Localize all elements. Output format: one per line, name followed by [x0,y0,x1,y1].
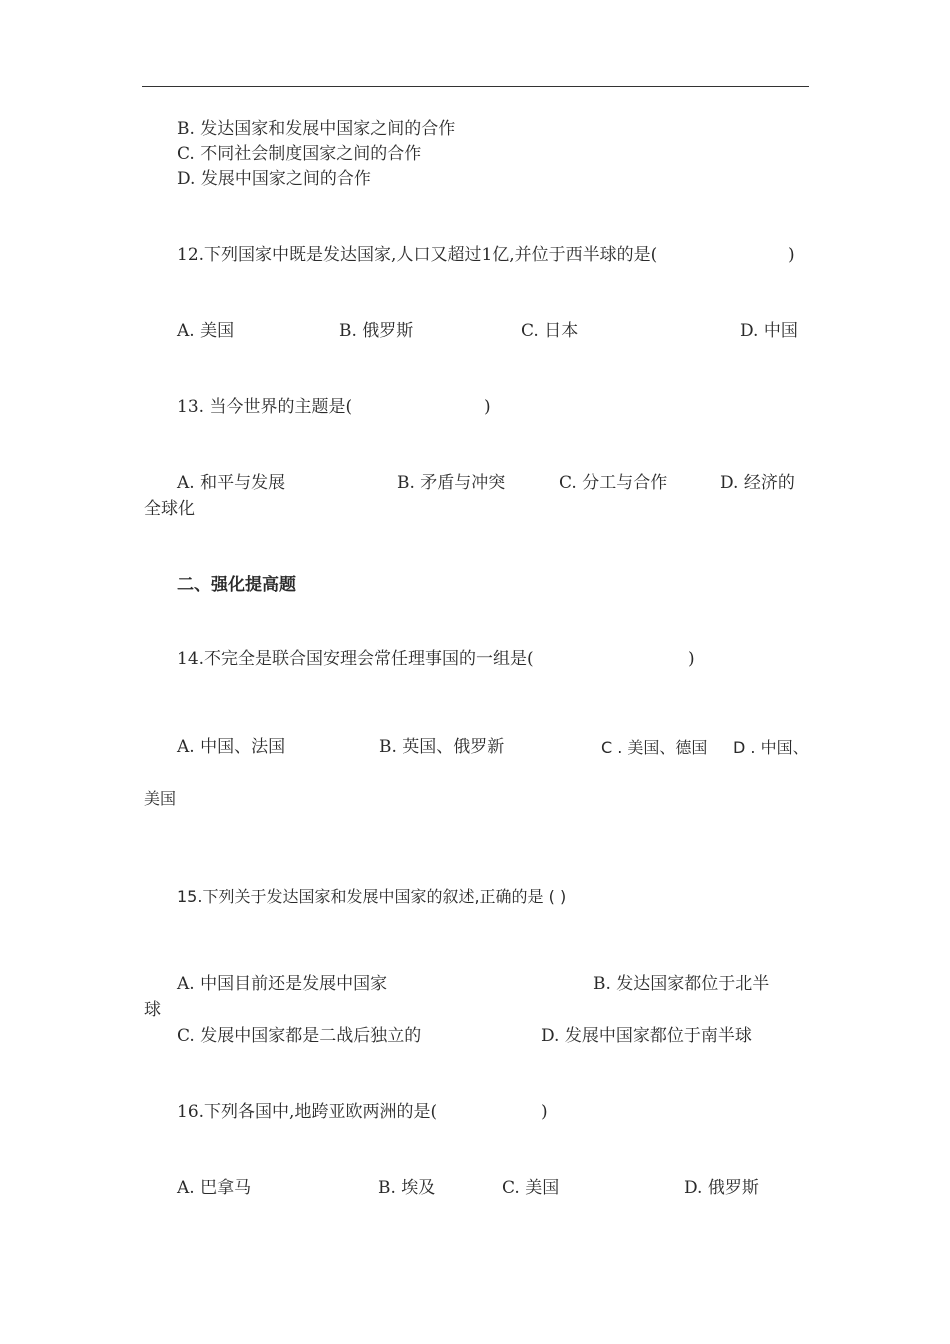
q15-option-c: C. 发展中国家都是二战后独立的 [177,1026,422,1046]
q16-option-d: D. 俄罗斯 [684,1178,759,1198]
q11-option-d: D. 发展中国家之间的合作 [177,169,371,189]
q13-option-b: B. 矛盾与冲突 [397,473,506,493]
q16-option-b: B. 埃及 [378,1178,436,1198]
q16-stem: 16.下列各国中,地跨亚欧两洲的是( [177,1102,438,1122]
q14-close-paren: ) [688,649,695,669]
q12-stem: 12.下列国家中既是发达国家,人口又超过1亿,并位于西半球的是( [177,245,658,265]
q13-close-paren: ) [484,397,491,417]
q14-option-b: B. 英国、俄罗新 [379,737,505,757]
q15-option-b-wrap: 球 [144,1000,161,1020]
q12-option-c: C. 日本 [521,321,579,341]
q11-option-b: B. 发达国家和发展中国家之间的合作 [177,119,456,139]
q15-option-a: A. 中国目前还是发展中国家 [177,974,388,994]
q14-option-d-wrap: 美国 [144,789,177,808]
q13-option-a: A. 和平与发展 [177,473,286,493]
q15-option-b: B. 发达国家都位于北半 [593,974,770,994]
q16-option-a: A. 巴拿马 [177,1178,252,1198]
header-rule [142,86,809,87]
q15-stem: 15.下列关于发达国家和发展中国家的叙述,正确的是 ( ) [177,887,567,906]
q11-option-c: C. 不同社会制度国家之间的合作 [177,144,422,164]
q14-stem: 14.不完全是联合国安理会常任理事国的一组是( [177,649,534,669]
q13-option-d-wrap: 全球化 [144,499,195,519]
q14-option-d: D . 中国、 [733,738,809,757]
q13-option-d: D. 经济的 [720,473,795,493]
q16-close-paren: ) [541,1102,548,1122]
q13-stem: 13. 当今世界的主题是( [177,397,353,417]
q12-option-a: A. 美国 [177,321,235,341]
q12-close-paren: ) [788,245,795,265]
q12-option-d: D. 中国 [740,321,798,341]
q14-option-a: A. 中国、法国 [177,737,286,757]
q12-option-b: B. 俄罗斯 [339,321,414,341]
q15-option-d: D. 发展中国家都位于南半球 [541,1026,752,1046]
q13-option-c: C. 分工与合作 [559,473,668,493]
q14-option-c: C . 美国、德国 [601,738,708,757]
section-title: 二、强化提高题 [177,575,296,595]
q16-option-c: C. 美国 [502,1178,560,1198]
